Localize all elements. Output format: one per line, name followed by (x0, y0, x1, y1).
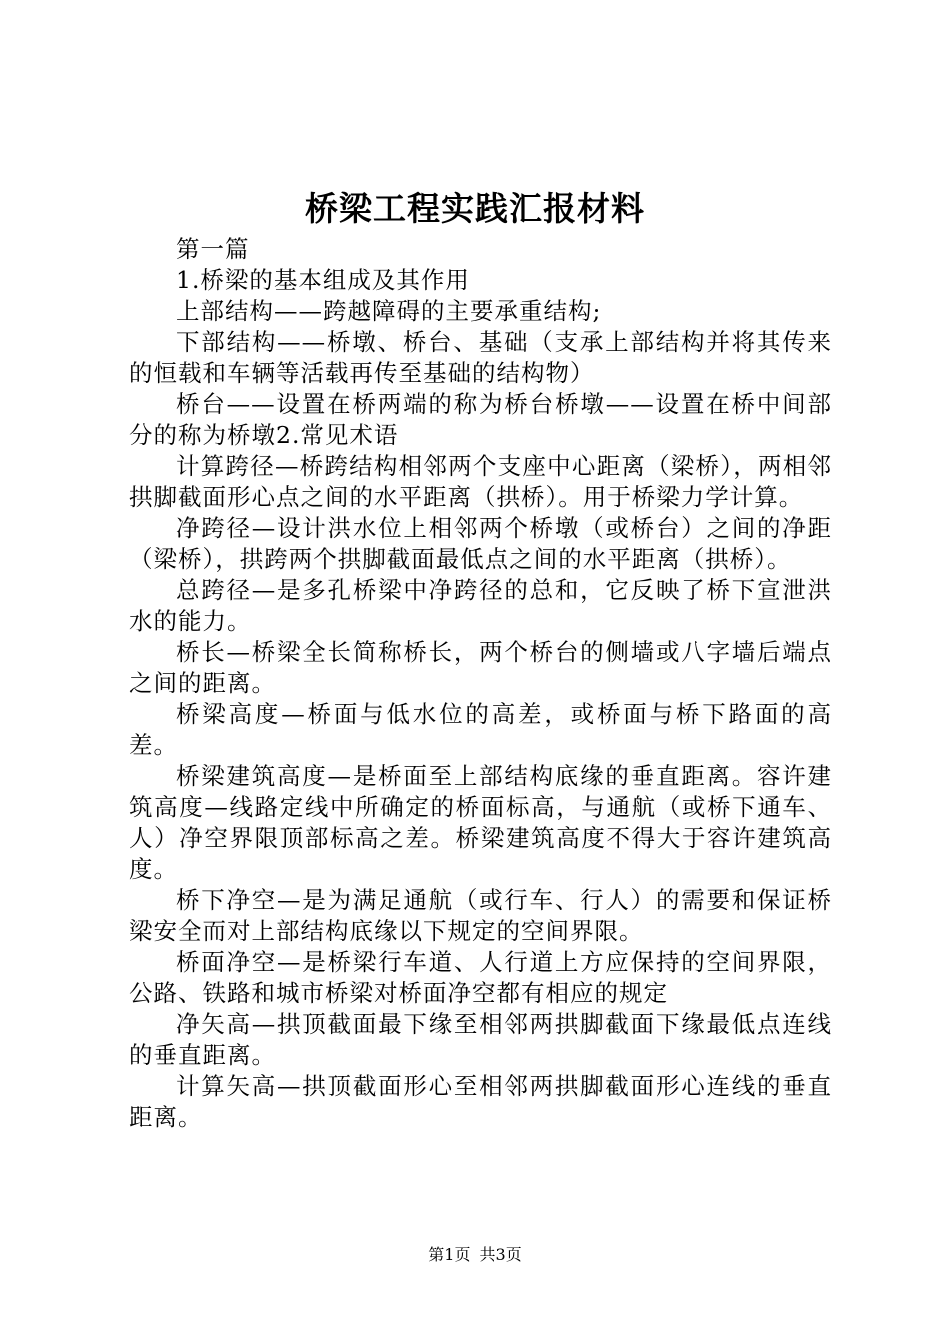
paragraph: 上部结构——跨越障碍的主要承重结构; (176, 297, 602, 325)
paragraph: 计算矢高—拱顶截面形心至相邻两拱脚截面形心连线的垂直距离。 (129, 1072, 832, 1131)
paragraph: 桥梁高度—桥面与低水位的高差，或桥面与桥下路面的高差。 (129, 700, 832, 759)
page-number: 第1页 (428, 1245, 471, 1264)
paragraph: 桥台——设置在桥两端的称为桥台桥墩——设置在桥中间部分的称为桥墩2.常见术语 (129, 390, 832, 449)
document-body (129, 234, 832, 1133)
paragraph: 桥梁建筑高度—是桥面至上部结构底缘的垂直距离。容许建筑高度—线路定线中所确定的桥面标高，与通航（或桥下通车、人）净空界限顶部标高之差。桥梁建筑高度不得大于容许建筑高度。 (129, 762, 832, 883)
page-total: 共3页 (479, 1245, 522, 1264)
page-footer (0, 1243, 950, 1267)
paragraph: 净矢高—拱顶截面最下缘至相邻两拱脚截面下缘最低点连线的垂直距离。 (129, 1010, 832, 1069)
paragraph: 桥下净空—是为满足通航（或行车、行人）的需要和保证桥梁安全而对上部结构底缘以下规定的空间界限。 (129, 886, 832, 945)
paragraph: 第一篇 (176, 235, 250, 263)
paragraph: 计算跨径—桥跨结构相邻两个支座中心距离（梁桥），两相邻拱脚截面形心点之间的水平距离（拱桥）。用于桥梁力学计算。 (129, 452, 832, 511)
paragraph: 总跨径—是多孔桥梁中净跨径的总和，它反映了桥下宣泄洪水的能力。 (129, 576, 832, 635)
paragraph: 下部结构——桥墩、桥台、基础（支承上部结构并将其传来的恒载和车辆等活载再传至基础的结构物） (129, 328, 832, 387)
paragraph: 1.桥梁的基本组成及其作用 (176, 266, 470, 294)
paragraph: 桥长—桥梁全长简称桥长，两个桥台的侧墙或八字墙后端点之间的距离。 (129, 638, 832, 697)
paragraph: 净跨径—设计洪水位上相邻两个桥墩（或桥台）之间的净距（梁桥），拱跨两个拱脚截面最低点之间的水平距离（拱桥）。 (129, 514, 832, 573)
paragraph: 桥面净空—是桥梁行车道、人行道上方应保持的空间界限，公路、铁路和城市桥梁对桥面净空都有相应的规定 (129, 948, 832, 1007)
document-title: 桥梁工程实践汇报材料 (305, 189, 645, 228)
